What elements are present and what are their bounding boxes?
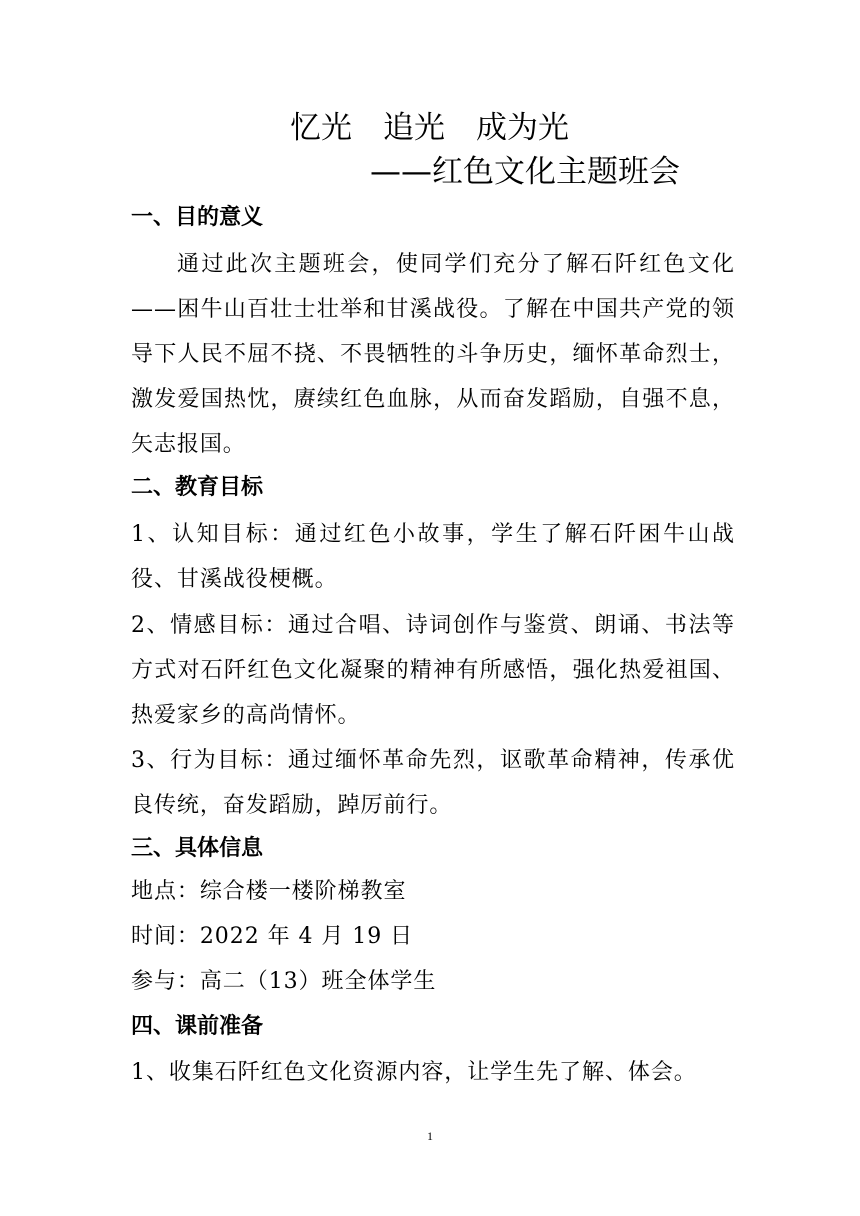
prep-item: 1、收集石阡红色文化资源内容，让学生先了解、体会。 (131, 1060, 697, 1085)
purpose-paragraph: 通过此次主题班会，使同学们充分了解石阡红色文化——困牛山百壮士壮举和甘溪战役。了解在中国共产党的领导下人民不屈不挠、不畏牺牲的斗争历史，缅怀革命烈士，激发爱国热忱，赓续红色血脉，从而奋发蹈励，自强不息，矢志报国。 (131, 252, 735, 457)
goal-item-behavioral: 3、行为目标：通过缅怀革命先烈，讴歌革命精神，传承优良传统，奋发蹈励，踔厉前行。 (131, 748, 735, 818)
info-time: 时间：2022 年 4 月 19 日 (131, 924, 414, 949)
section-heading-info: 三、具体信息 (131, 836, 264, 861)
section-heading-prep: 四、课前准备 (131, 1014, 264, 1039)
goal-item-emotional: 2、情感目标：通过合唱、诗词创作与鉴赏、朗诵、书法等方式对石阡红色文化凝聚的精神有所感悟，强化热爱祖国、热爱家乡的高尚情怀。 (131, 613, 735, 728)
section-heading-purpose: 一、目的意义 (131, 205, 264, 230)
section-heading-goals: 二、教育目标 (131, 475, 264, 500)
document-subtitle: ——红色文化主题班会 (370, 154, 680, 190)
page-number: 1 (427, 1129, 433, 1143)
document-title: 忆光 追光 成为光 (290, 110, 569, 146)
goal-item-cognitive: 1、认知目标：通过红色小故事，学生了解石阡困牛山战役、甘溪战役梗概。 (131, 522, 735, 592)
info-participants: 参与：高二（13）班全体学生 (131, 969, 437, 994)
info-location: 地点：综合楼一楼阶梯教室 (131, 879, 407, 904)
